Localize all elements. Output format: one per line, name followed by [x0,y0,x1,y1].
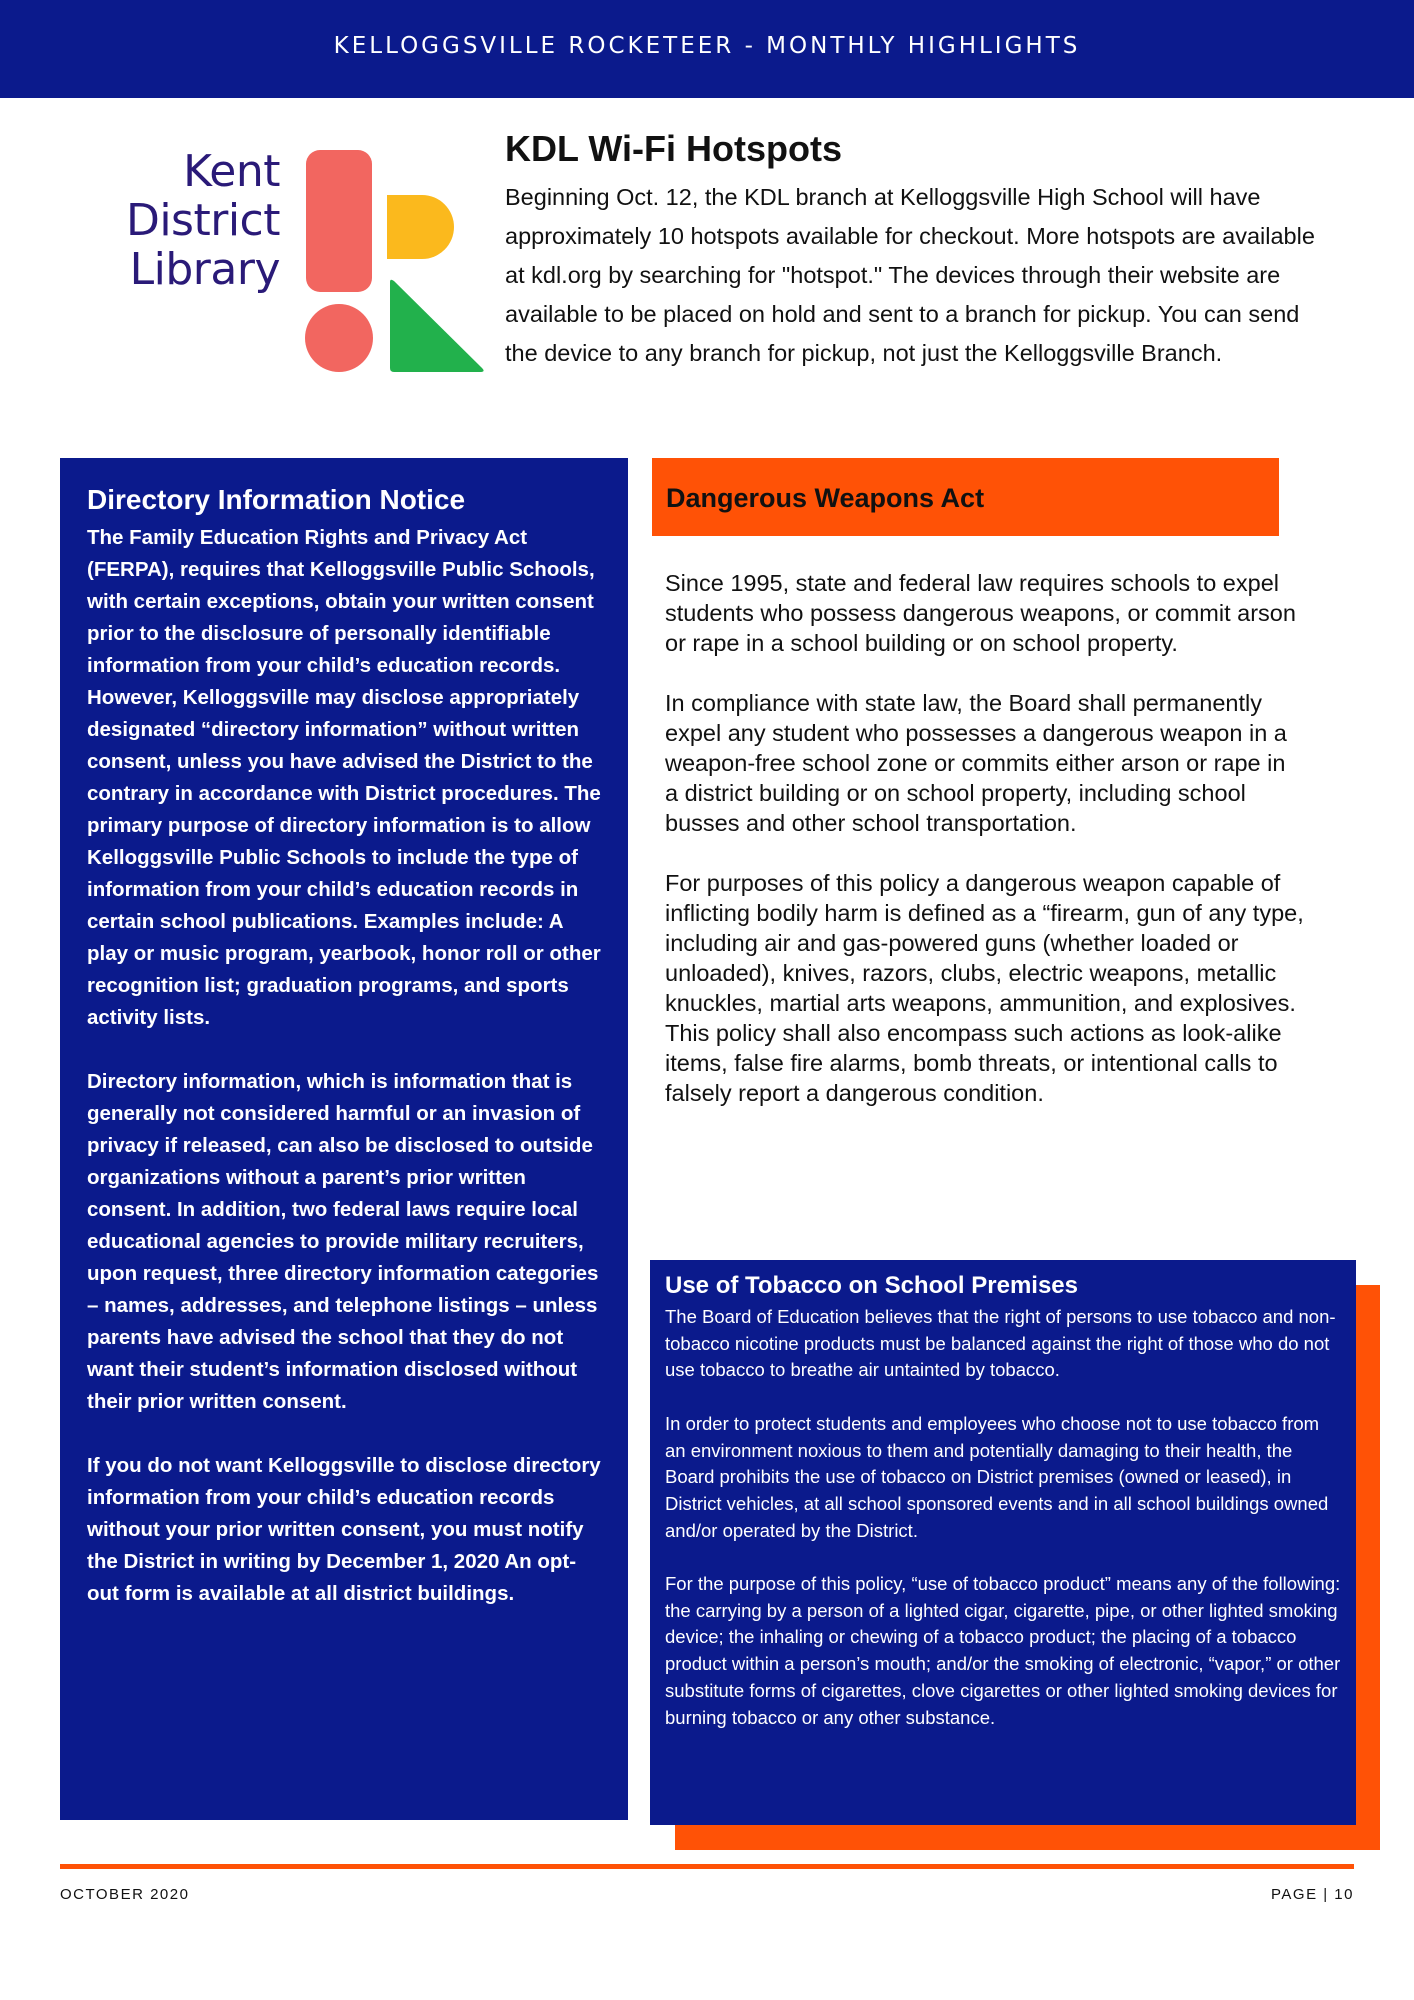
tobacco-paragraph: In order to protect students and employees who choose not to use tobacco from an environment noxious to them and potentially damaging to their health, the Board prohibits the use of tobacco on District premises (owned or leased), in District vehicles, at all school sponsored events and in all school buildings owned and/or operated by the District. [665,1412,1329,1541]
tobacco-paragraph: The Board of Education believes that the right of persons to use tobacco and non-tobacco nicotine products must be balanced against the right of those who do not use tobacco to breathe air untainted by tobacco. [665,1306,1336,1381]
wifi-body: Beginning Oct. 12, the KDL branch at Kelloggsville High School will have approximately 10 hotspots available for checkout. More hotspots are available at kdl.org by searching for "hotspot." The devices through their website are available to be placed on hold and sent to a branch for pickup. You can send the device to any branch for pickup, not just the Kelloggsville Branch. [505,184,1315,366]
weapons-paragraph: For purposes of this policy a dangerous weapon capable of inflicting bodily harm is defined as a “firearm, gun of any type, including air and gas-powered guns (whether loaded or unloaded), knives, razors, clubs, electric weapons, metallic knuckles, martial arts weapons, ammunition, and explosives. This policy shall also encompass such actions as look-alike items, false fire alarms, bomb threats, or intentional calls to falsely report a dangerous condition. [665,870,1304,1106]
footer-date: OCTOBER 2020 [60,1886,190,1903]
tobacco-paragraph: For the purpose of this policy, “use of tobacco product” means any of the following: the carrying by a person of a lighted cigar, cigarette, pipe, or other lighted smoking device; the inhaling or chewing of a tobacco product; the placing of a tobacco product within a person’s mouth; and/or the smoking of electronic, “vapor,” or other substitute forms of cigarettes, clove cigarettes or other lighted smoking devices for burning tobacco or any other substance. [665,1573,1341,1728]
weapons-title-bar [652,458,1279,536]
logo-line-2: District [125,195,280,246]
directory-paragraph: Directory information, which is information that is generally not considered harmful or an invasion of privacy if released, can also be disclosed to outside organizations without a parent’s prior written consent. In addition, two federal laws require local educational agencies to provide military recruiters, upon request, three directory information categories – names, addresses, and telephone listings – unless parents have advised the school that they do not want their student’s information disclosed without their prior written consent. [87,1070,599,1413]
weapons-paragraph: Since 1995, state and federal law requires schools to expel students who possess dangerous weapons, or commit arson or rape in a school building or on school property. [665,570,1296,656]
footer-divider [60,1864,1354,1869]
weapons-body [665,568,1305,1138]
directory-title: Directory Information Notice [87,484,466,515]
directory-notice-box [60,458,628,1820]
logo-line-3: Library [129,244,280,295]
kdl-logo-text [98,147,280,294]
newsletter-header [0,0,1414,98]
footer-page-number: PAGE | 10 [1271,1886,1354,1903]
logo-yellow-drop [387,195,454,259]
directory-paragraph: If you do not want Kelloggsville to disclose directory information from your child’s education records without your prior written consent, you must notify the District in writing by December 1, 2020 An opt-out form is available at all district buildings. [87,1454,601,1605]
logo-green-triangle [390,280,484,372]
tobacco-title: Use of Tobacco on School Premises [665,1272,1078,1299]
logo-red-dot [305,304,373,372]
tobacco-box [650,1260,1356,1825]
directory-paragraph: The Family Education Rights and Privacy Act (FERPA), requires that Kelloggsville Public Schools, with certain exceptions, obtain your written consent prior to the disclosure of personally identifiable information from your child’s education records. However, Kelloggsville may disclose appropriately designated “directory information” without written consent, unless you have advised the District to the contrary in accordance with District procedures. The primary purpose of directory information is to allow Kelloggsville Public Schools to include the type of information from your child’s education records in certain school publications. Examples include: A play or music program, yearbook, honor roll or other recognition list; graduation programs, and sports activity lists. [87,526,601,1029]
tobacco-body [665,1304,1342,1731]
wifi-title: KDL Wi-Fi Hotspots [505,128,842,169]
kdl-logo-icon [300,150,490,380]
weapons-paragraph: In compliance with state law, the Board shall permanently expel any student who possesses a dangerous weapon in a weapon-free school zone or commits either arson or rape in a district building or on school property, including school busses and other school transportation. [665,690,1287,836]
header-title: KELLOGGSVILLE ROCKETEER - MONTHLY HIGHLIGHTS [333,33,1081,59]
logo-line-1: Kent [183,146,280,197]
weapons-title: Dangerous Weapons Act [666,483,985,513]
directory-body [87,522,602,1610]
logo-red-bar [306,150,372,292]
